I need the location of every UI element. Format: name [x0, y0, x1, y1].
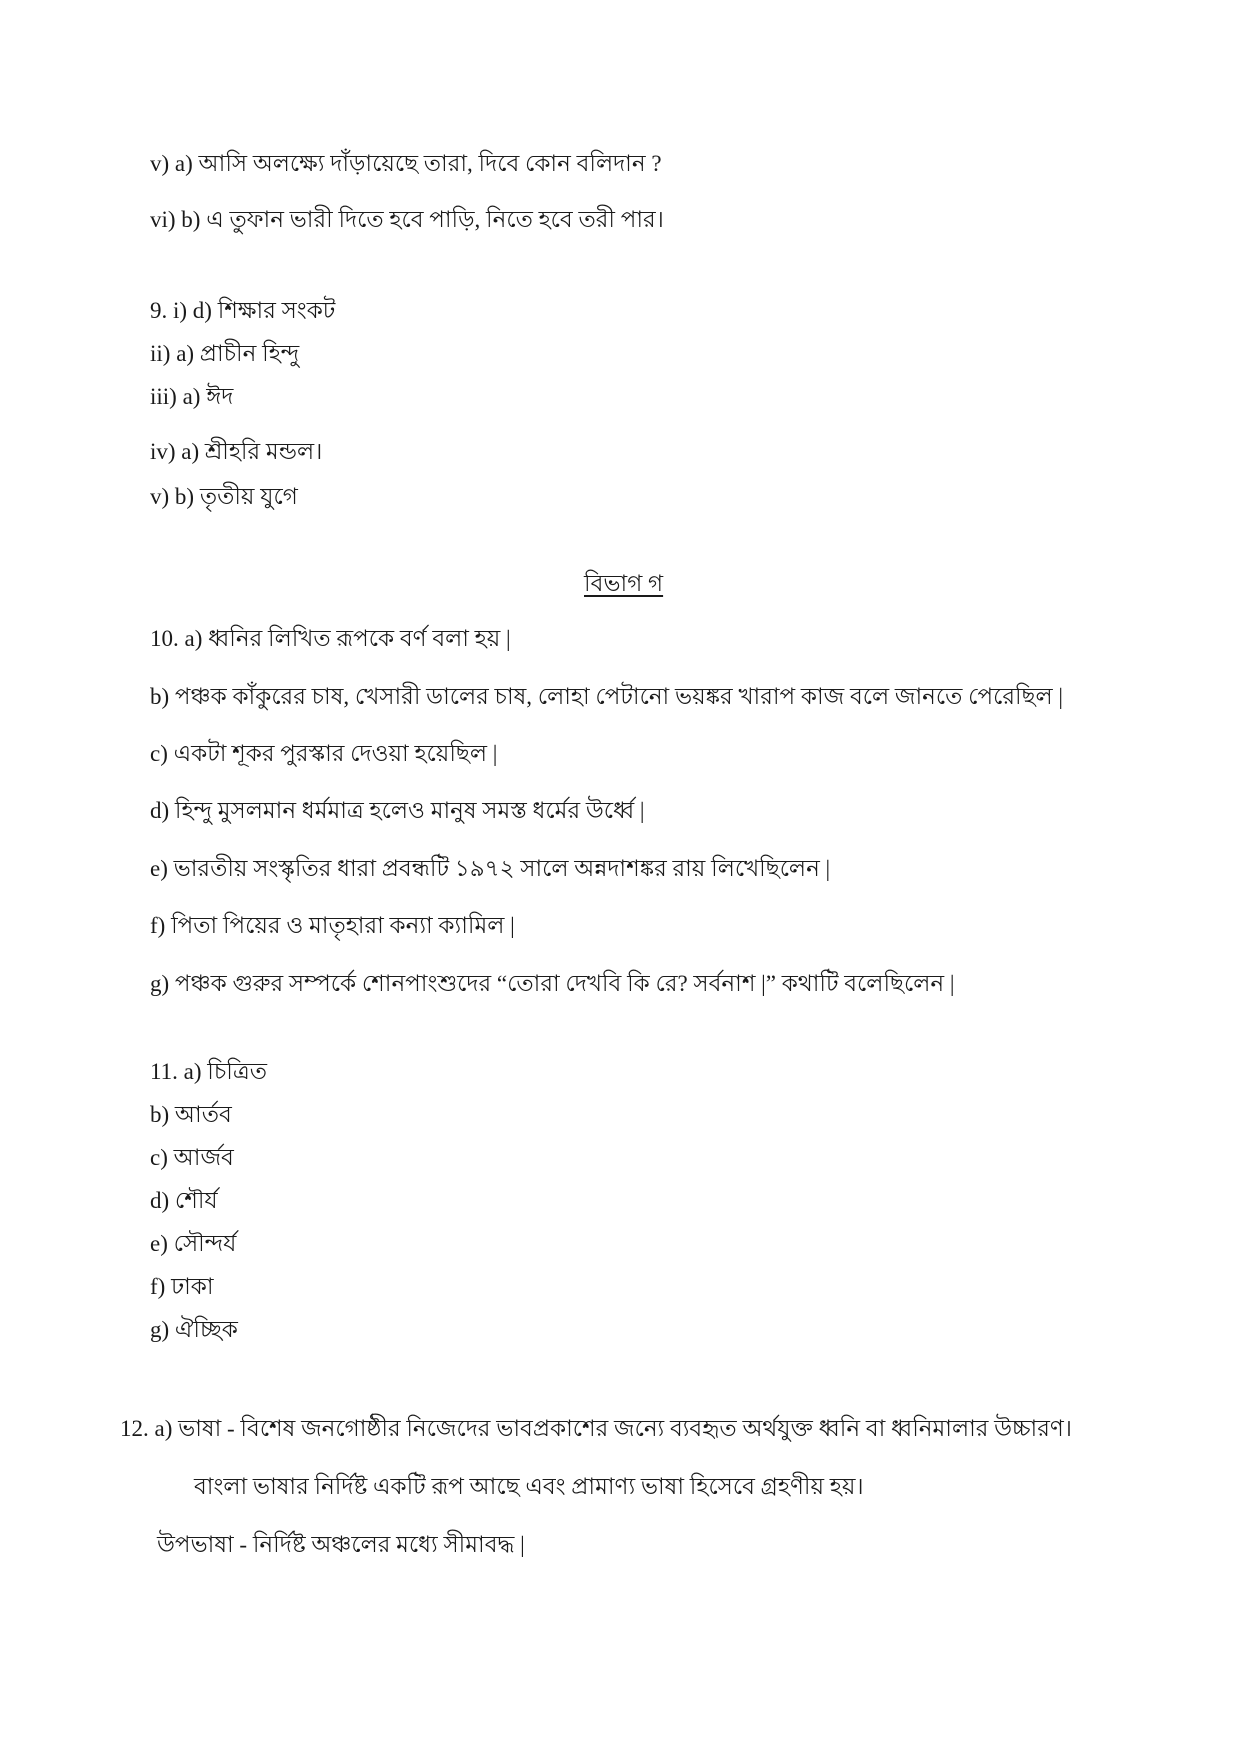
q12-answer-a-continued: বাংলা ভাষার নির্দিষ্ট একটি রূপ আছে এবং প্রামাণ্য ভাষা হিসেবে গ্রহণীয় হয়। — [194, 1474, 864, 1499]
q10-answer-f: f) পিতা পিয়ের ও মাতৃহারা কন্যা ক্যামিল | — [150, 913, 515, 938]
q11-answer-f: f) ঢাকা — [150, 1274, 214, 1299]
q10-answer-b: b) পঞ্চক কাঁকুরের চাষ, খেসারী ডালের চাষ, লোহা পেটানো ভয়ঙ্কর খারাপ কাজ বলে জানতে পেরেছিল | — [150, 684, 1063, 709]
q10-answer-c: c) একটা শূকর পুরস্কার দেওয়া হয়েছিল | — [150, 741, 498, 766]
q11-answer-e: e) সৌন্দর্য — [150, 1231, 237, 1256]
q8-answer-vi: vi) b) এ তুফান ভারী দিতে হবে পাড়ি, নিতে হবে তরী পার। — [150, 207, 664, 232]
q12-answer-a: 12. a) ভাষা - বিশেষ জনগোষ্ঠীর নিজেদের ভাবপ্রকাশের জন্যে ব্যবহৃত অর্থযুক্ত ধ্বনি বা ধ্বনিমালার উচ্চারণ। — [120, 1416, 1073, 1441]
q9-answer-iii: iii) a) ঈদ — [150, 384, 234, 409]
q9-answer-iv: iv) a) শ্রীহরি মন্ডল। — [150, 439, 323, 464]
section-c-heading: বিভাগ গ — [584, 571, 664, 596]
q8-answer-v: v) a) আসি অলক্ষ্যে দাঁড়ায়েছে তারা, দিবে কোন বলিদান ? — [150, 151, 662, 176]
q11-answer-a: 11. a) চিত্রিত — [150, 1059, 267, 1084]
q12-answer-dialect: উপভাষা - নির্দিষ্ট অঞ্চলের মধ্যে সীমাবদ্ধ | — [157, 1532, 525, 1557]
q11-answer-g: g) ঐচ্ছিক — [150, 1317, 238, 1342]
q10-answer-a: 10. a) ধ্বনির লিখিত রূপকে বর্ণ বলা হয় | — [150, 626, 511, 651]
q10-answer-e: e) ভারতীয় সংস্কৃতির ধারা প্রবন্ধটি ১৯৭২ সালে অন্নদাশঙ্কর রায় লিখেছিলেন | — [150, 856, 831, 881]
q11-answer-c: c) আর্জব — [150, 1145, 234, 1170]
q11-answer-b: b) আর্তব — [150, 1102, 232, 1127]
q9-answer-ii: ii) a) প্রাচীন হিন্দু — [150, 341, 300, 366]
q10-answer-d: d) হিন্দু মুসলমান ধর্মমাত্র হলেও মানুষ সমস্ত ধর্মের উর্ধ্বে | — [150, 798, 645, 823]
q9-answer-i: 9. i) d) শিক্ষার সংকট — [150, 298, 336, 323]
q10-answer-g: g) পঞ্চক গুরুর সম্পর্কে শোনপাংশুদের “তোরা দেখবি কি রে? সর্বনাশ |” কথাটি বলেছিলেন | — [150, 971, 955, 996]
q9-answer-v: v) b) তৃতীয় যুগে — [150, 484, 298, 509]
q11-answer-d: d) শৌর্য — [150, 1188, 218, 1213]
